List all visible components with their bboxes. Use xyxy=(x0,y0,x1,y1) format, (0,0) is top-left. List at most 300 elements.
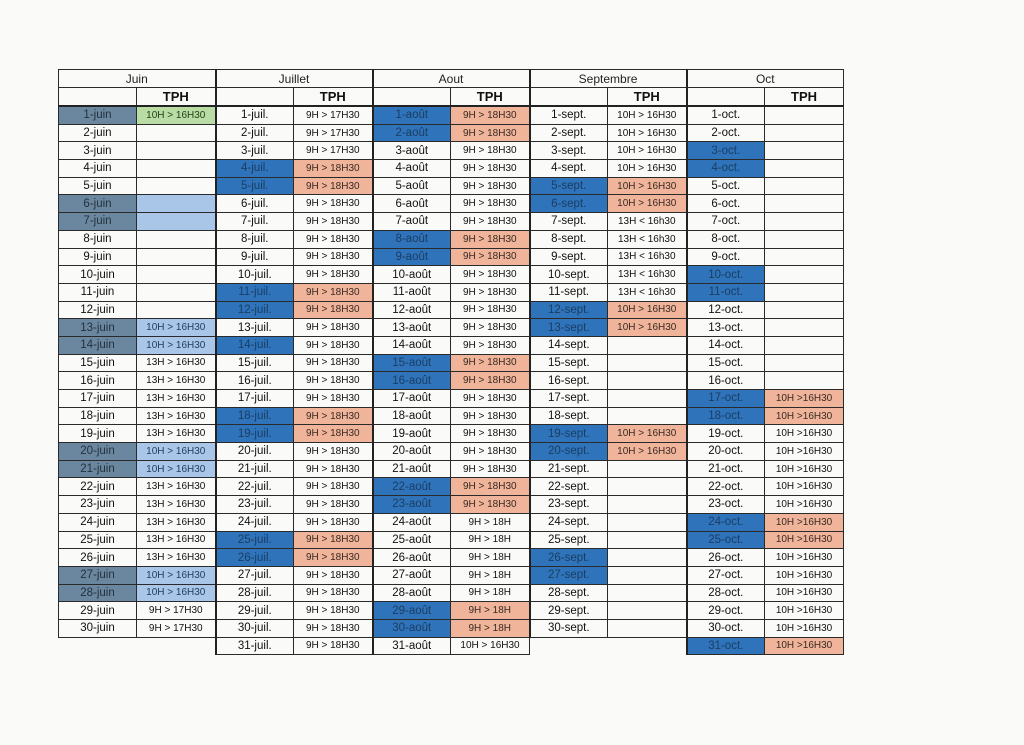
hours-cell: 9H > 18H30 xyxy=(294,372,373,390)
date-cell: 7-juil. xyxy=(216,213,294,231)
date-column-header xyxy=(216,88,294,107)
hours-cell xyxy=(137,266,216,284)
date-cell: 30-sept. xyxy=(530,619,608,637)
date-cell: 21-juin xyxy=(59,460,137,478)
table-row xyxy=(59,266,844,284)
date-cell: 5-oct. xyxy=(687,177,765,195)
hours-cell xyxy=(608,549,687,567)
hours-cell xyxy=(765,160,844,178)
hours-cell: 10H > 16H30 xyxy=(608,425,687,443)
date-cell: 25-sept. xyxy=(530,531,608,549)
hours-cell: 9H > 18H30 xyxy=(451,177,530,195)
date-cell: 13-juil. xyxy=(216,319,294,337)
hours-cell xyxy=(137,248,216,266)
table-row xyxy=(59,496,844,514)
date-column-header xyxy=(687,88,765,107)
empty-cell xyxy=(137,637,216,655)
date-cell: 11-juil. xyxy=(216,283,294,301)
hours-cell: 9H > 18H30 xyxy=(451,390,530,408)
empty-cell xyxy=(608,637,687,655)
hours-cell: 9H > 18H30 xyxy=(294,301,373,319)
date-cell: 28-août xyxy=(373,584,451,602)
hours-cell xyxy=(765,354,844,372)
date-cell: 2-juil. xyxy=(216,124,294,142)
tph-header: TPH xyxy=(294,88,373,107)
hours-cell: 10H > 16H30 xyxy=(608,195,687,213)
date-cell: 24-août xyxy=(373,513,451,531)
date-cell: 29-août xyxy=(373,602,451,620)
hours-cell: 9H > 17H30 xyxy=(294,142,373,160)
table-row xyxy=(59,319,844,337)
hours-cell: 9H > 18H30 xyxy=(451,124,530,142)
date-cell: 17-août xyxy=(373,390,451,408)
date-cell: 28-sept. xyxy=(530,584,608,602)
date-cell: 4-juin xyxy=(59,160,137,178)
date-cell: 22-août xyxy=(373,478,451,496)
date-cell: 30-août xyxy=(373,619,451,637)
hours-cell: 9H > 18H30 xyxy=(294,425,373,443)
date-cell: 16-juin xyxy=(59,372,137,390)
hours-cell: 10H > 16H30 xyxy=(137,566,216,584)
hours-cell xyxy=(765,195,844,213)
date-cell: 12-août xyxy=(373,301,451,319)
date-cell: 27-sept. xyxy=(530,566,608,584)
hours-cell: 9H > 17H30 xyxy=(294,124,373,142)
hours-cell: 10H >16H30 xyxy=(765,602,844,620)
hours-cell: 13H > 16H30 xyxy=(137,354,216,372)
date-cell: 5-sept. xyxy=(530,177,608,195)
hours-cell: 9H > 18H xyxy=(451,602,530,620)
table-row xyxy=(59,336,844,354)
date-cell: 24-juin xyxy=(59,513,137,531)
date-cell: 13-juin xyxy=(59,319,137,337)
date-cell: 26-juin xyxy=(59,549,137,567)
month-header-aout: Aout xyxy=(373,70,530,88)
date-cell: 5-juin xyxy=(59,177,137,195)
date-cell: 10-sept. xyxy=(530,266,608,284)
hours-cell xyxy=(137,160,216,178)
date-cell: 9-juin xyxy=(59,248,137,266)
hours-cell xyxy=(765,213,844,231)
hours-cell: 13H > 16H30 xyxy=(137,372,216,390)
date-cell: 25-juil. xyxy=(216,531,294,549)
hours-cell xyxy=(137,283,216,301)
hours-cell: 9H > 18H30 xyxy=(451,195,530,213)
table-row xyxy=(59,160,844,178)
table-row xyxy=(59,407,844,425)
hours-cell xyxy=(608,566,687,584)
hours-cell xyxy=(608,619,687,637)
date-cell: 24-sept. xyxy=(530,513,608,531)
date-cell: 23-août xyxy=(373,496,451,514)
date-cell: 17-juil. xyxy=(216,390,294,408)
month-header-row xyxy=(59,70,844,88)
hours-cell: 13H < 16h30 xyxy=(608,248,687,266)
month-header-juin: Juin xyxy=(59,70,216,88)
hours-cell: 9H > 18H30 xyxy=(451,142,530,160)
hours-cell: 9H > 18H30 xyxy=(294,584,373,602)
hours-cell: 9H > 18H30 xyxy=(294,354,373,372)
date-cell: 17-juin xyxy=(59,390,137,408)
hours-cell: 10H > 16H30 xyxy=(451,637,530,655)
month-header-oct: Oct xyxy=(687,70,844,88)
hours-cell: 9H > 18H30 xyxy=(294,195,373,213)
hours-cell xyxy=(765,177,844,195)
date-cell: 26-août xyxy=(373,549,451,567)
date-cell: 28-juin xyxy=(59,584,137,602)
table-row xyxy=(59,213,844,231)
hours-cell: 10H >16H30 xyxy=(765,443,844,461)
hours-cell: 13H < 16h30 xyxy=(608,213,687,231)
date-cell: 21-août xyxy=(373,460,451,478)
date-cell: 6-sept. xyxy=(530,195,608,213)
hours-cell: 9H > 18H30 xyxy=(451,443,530,461)
hours-cell: 9H > 18H30 xyxy=(294,619,373,637)
hours-cell xyxy=(765,336,844,354)
hours-cell: 13H < 16h30 xyxy=(608,230,687,248)
hours-cell: 9H > 17H30 xyxy=(137,602,216,620)
date-cell: 21-juil. xyxy=(216,460,294,478)
table-row xyxy=(59,460,844,478)
date-cell: 5-juil. xyxy=(216,177,294,195)
hours-cell: 9H > 18H30 xyxy=(451,354,530,372)
date-cell: 10-juil. xyxy=(216,266,294,284)
hours-cell: 10H > 16H30 xyxy=(137,336,216,354)
table-row xyxy=(59,425,844,443)
date-cell: 23-sept. xyxy=(530,496,608,514)
hours-cell: 9H > 18H xyxy=(451,513,530,531)
hours-cell xyxy=(608,478,687,496)
date-cell: 13-août xyxy=(373,319,451,337)
hours-cell: 9H > 18H30 xyxy=(294,160,373,178)
date-cell: 27-juil. xyxy=(216,566,294,584)
hours-cell xyxy=(608,602,687,620)
hours-cell: 9H > 18H30 xyxy=(451,230,530,248)
hours-cell: 10H > 16H30 xyxy=(137,460,216,478)
date-cell: 6-juil. xyxy=(216,195,294,213)
date-cell: 12-juil. xyxy=(216,301,294,319)
empty-cell xyxy=(530,637,608,655)
date-cell: 18-juil. xyxy=(216,407,294,425)
schedule-table xyxy=(58,69,844,655)
hours-cell: 9H > 18H30 xyxy=(294,283,373,301)
date-cell: 1-juil. xyxy=(216,106,294,124)
hours-cell: 9H > 18H30 xyxy=(451,319,530,337)
date-cell: 2-août xyxy=(373,124,451,142)
hours-cell xyxy=(608,584,687,602)
hours-cell xyxy=(608,372,687,390)
date-cell: 25-juin xyxy=(59,531,137,549)
date-cell: 24-juil. xyxy=(216,513,294,531)
date-cell: 29-sept. xyxy=(530,602,608,620)
date-cell: 4-août xyxy=(373,160,451,178)
hours-cell: 9H > 18H xyxy=(451,531,530,549)
date-cell: 25-août xyxy=(373,531,451,549)
hours-cell xyxy=(765,319,844,337)
hours-cell xyxy=(608,513,687,531)
table-row xyxy=(59,195,844,213)
date-cell: 18-sept. xyxy=(530,407,608,425)
date-cell: 28-juil. xyxy=(216,584,294,602)
date-cell: 5-août xyxy=(373,177,451,195)
hours-cell xyxy=(608,390,687,408)
date-cell: 14-oct. xyxy=(687,336,765,354)
tph-header: TPH xyxy=(451,88,530,107)
tph-header-row xyxy=(59,88,844,107)
hours-cell: 10H >16H30 xyxy=(765,513,844,531)
date-cell: 1-oct. xyxy=(687,106,765,124)
date-cell: 10-oct. xyxy=(687,266,765,284)
hours-cell: 10H >16H30 xyxy=(765,584,844,602)
date-cell: 8-juin xyxy=(59,230,137,248)
date-cell: 21-oct. xyxy=(687,460,765,478)
date-cell: 15-août xyxy=(373,354,451,372)
hours-cell: 10H > 16H30 xyxy=(608,106,687,124)
hours-cell xyxy=(765,266,844,284)
date-cell: 26-sept. xyxy=(530,549,608,567)
hours-cell: 13H > 16H30 xyxy=(137,407,216,425)
hours-cell xyxy=(608,336,687,354)
date-cell: 19-oct. xyxy=(687,425,765,443)
date-cell: 8-sept. xyxy=(530,230,608,248)
hours-cell: 10H > 16H30 xyxy=(608,124,687,142)
hours-cell xyxy=(137,230,216,248)
date-cell: 23-juil. xyxy=(216,496,294,514)
date-cell: 12-oct. xyxy=(687,301,765,319)
date-cell: 10-août xyxy=(373,266,451,284)
table-row xyxy=(59,372,844,390)
table-row xyxy=(59,619,844,637)
hours-cell: 10H > 16H30 xyxy=(608,177,687,195)
date-cell: 11-août xyxy=(373,283,451,301)
date-cell: 7-août xyxy=(373,213,451,231)
hours-cell xyxy=(765,142,844,160)
date-cell: 9-sept. xyxy=(530,248,608,266)
hours-cell: 13H > 16H30 xyxy=(137,390,216,408)
table-row xyxy=(59,301,844,319)
hours-cell: 10H >16H30 xyxy=(765,637,844,655)
hours-cell: 10H > 16H30 xyxy=(608,319,687,337)
hours-cell: 9H > 18H30 xyxy=(451,213,530,231)
date-cell: 18-oct. xyxy=(687,407,765,425)
date-cell: 9-août xyxy=(373,248,451,266)
hours-cell xyxy=(608,531,687,549)
hours-cell: 9H > 18H30 xyxy=(294,496,373,514)
table-row xyxy=(59,584,844,602)
table-row xyxy=(59,566,844,584)
hours-cell: 10H > 16H30 xyxy=(608,443,687,461)
hours-cell xyxy=(608,496,687,514)
hours-cell xyxy=(765,124,844,142)
hours-cell: 9H > 18H30 xyxy=(451,407,530,425)
hours-cell: 9H > 18H30 xyxy=(451,336,530,354)
hours-cell: 10H > 16H30 xyxy=(137,443,216,461)
hours-cell: 10H > 16H30 xyxy=(137,584,216,602)
schedule-sheet xyxy=(58,69,843,655)
date-cell: 21-sept. xyxy=(530,460,608,478)
date-cell: 6-août xyxy=(373,195,451,213)
hours-cell: 9H > 18H30 xyxy=(451,372,530,390)
date-cell: 20-juil. xyxy=(216,443,294,461)
date-cell: 14-août xyxy=(373,336,451,354)
date-cell: 31-juil. xyxy=(216,637,294,655)
date-cell: 11-oct. xyxy=(687,283,765,301)
date-cell: 15-juin xyxy=(59,354,137,372)
date-cell: 24-oct. xyxy=(687,513,765,531)
month-header-septembre: Septembre xyxy=(530,70,687,88)
date-cell: 20-sept. xyxy=(530,443,608,461)
hours-cell: 10H > 16H30 xyxy=(608,301,687,319)
table-row xyxy=(59,602,844,620)
date-cell: 26-oct. xyxy=(687,549,765,567)
date-cell: 14-sept. xyxy=(530,336,608,354)
date-cell: 13-oct. xyxy=(687,319,765,337)
hours-cell: 9H > 18H30 xyxy=(294,319,373,337)
hours-cell: 10H >16H30 xyxy=(765,496,844,514)
date-cell: 15-juil. xyxy=(216,354,294,372)
date-cell: 3-oct. xyxy=(687,142,765,160)
date-cell: 31-août xyxy=(373,637,451,655)
date-cell: 27-août xyxy=(373,566,451,584)
date-cell: 19-juin xyxy=(59,425,137,443)
hours-cell: 9H > 18H30 xyxy=(294,566,373,584)
hours-cell: 9H > 18H30 xyxy=(294,390,373,408)
hours-cell: 10H > 16H30 xyxy=(137,319,216,337)
hours-cell xyxy=(608,407,687,425)
date-cell: 2-oct. xyxy=(687,124,765,142)
hours-cell: 9H > 18H xyxy=(451,549,530,567)
hours-cell: 9H > 18H30 xyxy=(451,106,530,124)
date-cell: 1-juin xyxy=(59,106,137,124)
hours-cell: 13H < 16h30 xyxy=(608,283,687,301)
date-cell: 2-juin xyxy=(59,124,137,142)
hours-cell xyxy=(765,106,844,124)
hours-cell: 9H > 18H30 xyxy=(294,513,373,531)
date-cell: 17-sept. xyxy=(530,390,608,408)
date-cell: 15-oct. xyxy=(687,354,765,372)
date-cell: 14-juin xyxy=(59,336,137,354)
hours-cell: 13H > 16H30 xyxy=(137,478,216,496)
hours-cell: 9H > 18H30 xyxy=(294,549,373,567)
date-cell: 2-sept. xyxy=(530,124,608,142)
hours-cell xyxy=(765,372,844,390)
date-cell: 16-juil. xyxy=(216,372,294,390)
hours-cell: 10H > 16H30 xyxy=(137,106,216,124)
date-cell: 3-août xyxy=(373,142,451,160)
hours-cell xyxy=(137,195,216,213)
date-cell: 8-oct. xyxy=(687,230,765,248)
date-cell: 30-juin xyxy=(59,619,137,637)
hours-cell: 9H > 18H xyxy=(451,619,530,637)
month-header-juillet: Juillet xyxy=(216,70,373,88)
date-cell: 19-sept. xyxy=(530,425,608,443)
hours-cell: 13H > 16H30 xyxy=(137,496,216,514)
table-row xyxy=(59,549,844,567)
hours-cell: 13H > 16H30 xyxy=(137,425,216,443)
hours-cell: 13H > 16H30 xyxy=(137,513,216,531)
date-cell: 9-juil. xyxy=(216,248,294,266)
date-cell: 7-juin xyxy=(59,213,137,231)
hours-cell: 9H > 17H30 xyxy=(137,619,216,637)
table-row xyxy=(59,478,844,496)
date-cell: 4-juil. xyxy=(216,160,294,178)
date-cell: 20-août xyxy=(373,443,451,461)
date-cell: 25-oct. xyxy=(687,531,765,549)
table-row xyxy=(59,354,844,372)
hours-cell xyxy=(765,283,844,301)
date-cell: 16-sept. xyxy=(530,372,608,390)
date-cell: 19-août xyxy=(373,425,451,443)
date-cell: 9-oct. xyxy=(687,248,765,266)
table-row xyxy=(59,248,844,266)
date-cell: 11-juin xyxy=(59,283,137,301)
hours-cell: 9H > 18H30 xyxy=(451,248,530,266)
hours-cell: 9H > 18H30 xyxy=(451,425,530,443)
date-cell: 16-oct. xyxy=(687,372,765,390)
table-row xyxy=(59,283,844,301)
table-row xyxy=(59,142,844,160)
hours-cell: 9H > 18H30 xyxy=(451,283,530,301)
hours-cell: 9H > 18H30 xyxy=(294,336,373,354)
hours-cell xyxy=(137,177,216,195)
hours-cell: 9H > 18H30 xyxy=(294,266,373,284)
hours-cell: 10H >16H30 xyxy=(765,566,844,584)
date-cell: 18-juin xyxy=(59,407,137,425)
hours-cell: 9H > 18H30 xyxy=(294,460,373,478)
date-cell: 20-juin xyxy=(59,443,137,461)
date-cell: 7-oct. xyxy=(687,213,765,231)
date-cell: 8-août xyxy=(373,230,451,248)
date-cell: 17-oct. xyxy=(687,390,765,408)
hours-cell: 9H > 18H30 xyxy=(294,230,373,248)
hours-cell: 9H > 18H30 xyxy=(294,213,373,231)
date-cell: 11-sept. xyxy=(530,283,608,301)
date-cell: 20-oct. xyxy=(687,443,765,461)
date-cell: 30-juil. xyxy=(216,619,294,637)
hours-cell xyxy=(608,354,687,372)
table-row xyxy=(59,637,844,655)
date-column-header xyxy=(59,88,137,107)
hours-cell: 10H >16H30 xyxy=(765,425,844,443)
table-row xyxy=(59,106,844,124)
date-cell: 29-oct. xyxy=(687,602,765,620)
hours-cell xyxy=(765,301,844,319)
table-row xyxy=(59,124,844,142)
hours-cell: 9H > 18H30 xyxy=(294,602,373,620)
date-cell: 22-sept. xyxy=(530,478,608,496)
hours-cell xyxy=(137,301,216,319)
hours-cell: 9H > 18H30 xyxy=(294,177,373,195)
hours-cell: 9H > 17H30 xyxy=(294,106,373,124)
date-column-header xyxy=(373,88,451,107)
date-cell: 22-oct. xyxy=(687,478,765,496)
schedule-body xyxy=(59,106,844,655)
date-cell: 27-oct. xyxy=(687,566,765,584)
date-cell: 22-juil. xyxy=(216,478,294,496)
date-cell: 12-juin xyxy=(59,301,137,319)
table-row xyxy=(59,390,844,408)
date-cell: 22-juin xyxy=(59,478,137,496)
date-column-header xyxy=(530,88,608,107)
tph-header: TPH xyxy=(137,88,216,107)
date-cell: 15-sept. xyxy=(530,354,608,372)
hours-cell: 13H > 16H30 xyxy=(137,549,216,567)
date-cell: 3-sept. xyxy=(530,142,608,160)
hours-cell: 9H > 18H30 xyxy=(451,266,530,284)
date-cell: 29-juin xyxy=(59,602,137,620)
hours-cell: 10H >16H30 xyxy=(765,460,844,478)
hours-cell xyxy=(137,213,216,231)
